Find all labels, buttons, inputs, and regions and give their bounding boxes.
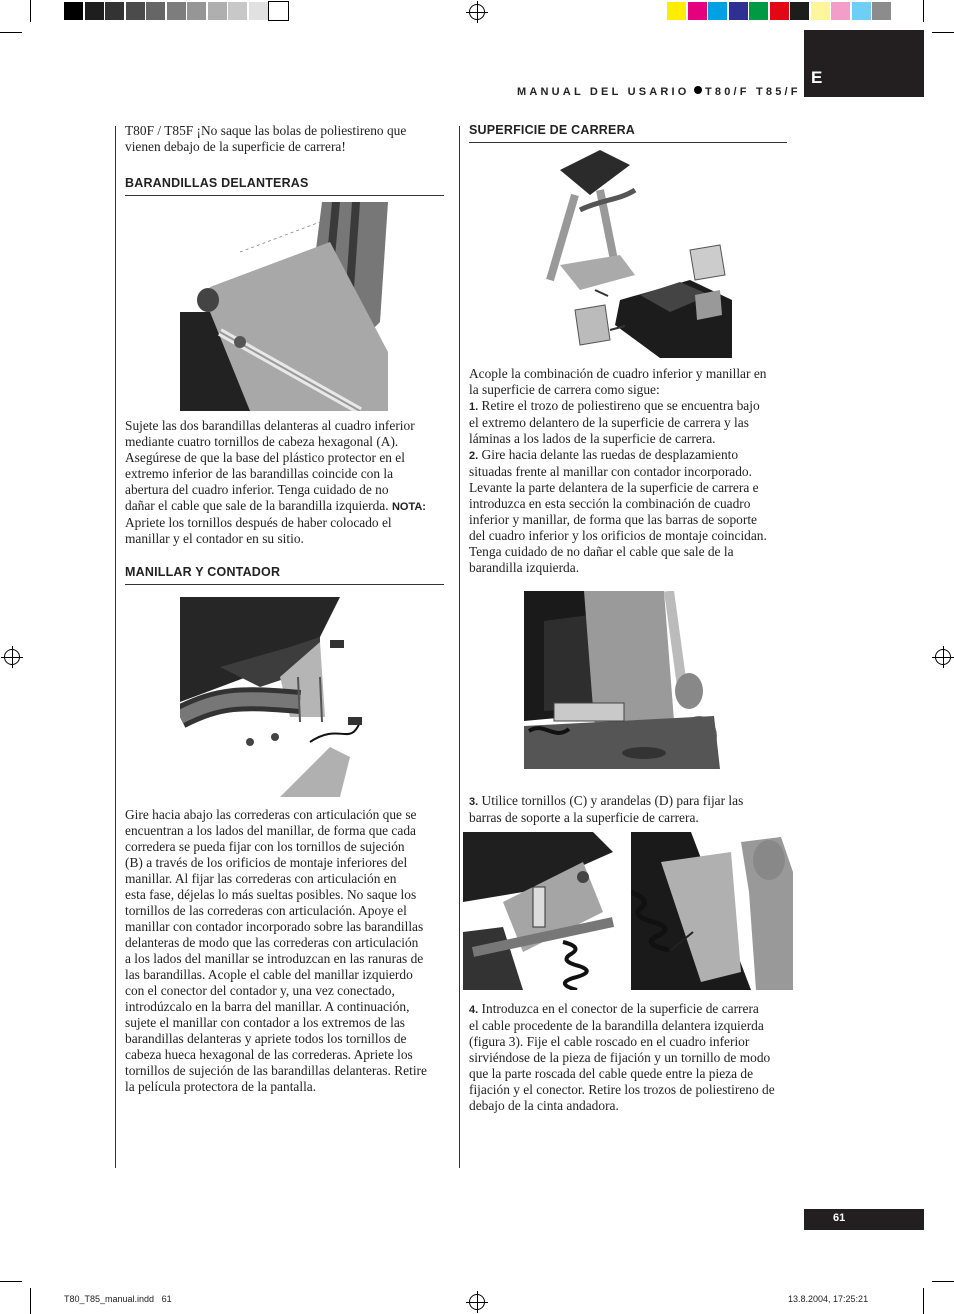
running-surface-text: Acople la combinación de cuadro inferior y manillar en la superficie de carrera como sigue: 1. Retire el trozo de poliestireno que se encuentra bajo el extremo delantero de la superficie de carrera y las láminas a los lados de la superficie de carrera. 2. Gire hacia delante las ruedas de desplazamiento situadas frente al manillar con contador incorporado. Levante la parte delantera de la superficie de carrera e introduzca en esta sección la combinación de cuadro inferior y manillar, de forma que las barras de soporte del cuadro inferior y los orificios de montaje coincidan. Tenga cuidado de no dañar el cable que sale de la barandilla izquierda. [469,366,767,575]
color-swatch [126,2,145,20]
figure-handlebar-console [180,597,380,797]
step-number: 2. [469,450,479,462]
color-swatch [667,2,686,20]
figure-support-bar [524,591,720,769]
color-swatch [729,2,748,20]
registration-mark-icon [4,649,20,665]
handlebar-console-text: Gire hacia abajo las correderas con articulación que se encuentran a los lados del manillar, de forma que cada corredera se pueda fijar con los tornillos de sujeción (B) a través de los orificios de montaje inferiores del manillar. Al fijar las correderas con articulación en esta fase, déjelas lo más sueltas posibles. No saque los tornillos de las correderas con articulación. Apoye el manillar con contador incorporado sobre las barandillas delanteras de modo que las correderas con articulación a los lados del manillar se introduzcan en las ranuras de las barandillas. Acople el cable del manillar izquierdo con el conector del contador y, una vez conectado, introdúzcalo en la barra del manillar. A continuación, sujete el manillar con contador a los extremos de las barandillas delanteras y apriete todos los tornillos de cabeza hueca hexagonal de las correderas. Apriete los tornillos de sujeción de las barandillas delanteras. Retire la película protectora de la pantalla. [125,807,427,1094]
crop-mark [923,0,924,22]
registration-mark-icon [469,4,485,20]
figure-front-rails [180,202,388,411]
heading-rule [125,195,444,196]
color-swatch [85,2,104,20]
step-number: 4. [469,1004,479,1016]
crop-mark [30,1288,31,1314]
color-swatch [228,2,247,20]
color-swatch [708,2,727,20]
step3-text: 3. Utilice tornillos (C) y arandelas (D) para fijar las barras de soporte a la superficie de carrera. [469,793,744,825]
intro-text: T80F / T85F ¡No saque las bolas de poliestireno que vienen debajo de la superficie de carrera! [125,123,407,154]
bullet-icon [694,86,702,94]
color-swatch [146,2,165,20]
section-heading: MANILLAR Y CONTADOR [125,565,281,579]
color-swatch [831,2,850,20]
page-number: 61 [833,1212,846,1224]
crop-mark [932,32,954,33]
manual-title: MANUAL DEL USARIO [517,86,690,98]
section-heading: BARANDILLAS DELANTERAS [125,176,309,190]
color-swatch [208,2,227,20]
color-swatch [249,2,268,20]
registration-mark-icon [469,1294,485,1310]
registration-mark-icon [935,649,951,665]
color-swatch [269,2,288,20]
color-swatch [749,2,768,20]
color-swatch [852,2,871,20]
color-swatch [770,2,789,20]
heading-rule [125,584,444,585]
crop-mark [923,1288,924,1314]
color-swatch [790,2,809,20]
color-swatch [187,2,206,20]
color-swatch [811,2,830,20]
column-divider [115,126,116,1168]
crop-mark [0,1281,22,1282]
step-number: 3. [469,796,479,808]
step-number: 1. [469,401,479,413]
color-swatch [872,2,891,20]
section-heading: SUPERFICIE DE CARRERA [469,123,636,137]
front-rails-text: Sujete las dos barandillas delanteras al cuadro inferior mediante cuatro tornillos de cabeza hexagonal (A). Asegúrese de que la base del plástico protector en el extremo inferior de las barandillas coincide con la abertura del cuadro inferior. Tenga cuidado de no dañar el cable que sale de la barandilla izquierda. NOTA: Apriete los tornillos después de haber colocado el manillar y el contador en su sitio. [125,418,426,546]
figure-running-surface [540,150,732,358]
footer-file-name: T80_T85_manual.indd 61 [64,1294,172,1304]
figure-cable-connector [463,832,625,990]
color-swatch [167,2,186,20]
language-tab-label: E [811,68,823,87]
model-name: T80/F T85/F [705,86,801,98]
color-swatch [105,2,124,20]
figure-spring-closeup [631,832,793,990]
crop-mark [932,1281,954,1282]
color-swatch [64,2,83,20]
crop-mark [0,32,22,33]
column-divider [459,126,460,1168]
page-number-tab [804,1209,924,1230]
language-tab [804,30,924,97]
nota-label: NOTA: [391,501,426,513]
crop-mark [30,0,31,22]
color-swatch [688,2,707,20]
heading-rule [469,142,787,143]
footer-timestamp: 13.8.2004, 17:25:21 [788,1294,869,1304]
step4-text: 4. Introduzca en el conector de la superficie de carrera el cable procedente de la barandilla delantera izquierda (figura 3). Fije el cable roscado en el cuadro inferior sirviéndose de la pieza de fijación y un tornillo de modo que la parte roscada del cable quede entre la pieza de fijación y el conector. Retire los trozos de poliestireno de debajo de la cinta andadora. [469,1001,775,1113]
